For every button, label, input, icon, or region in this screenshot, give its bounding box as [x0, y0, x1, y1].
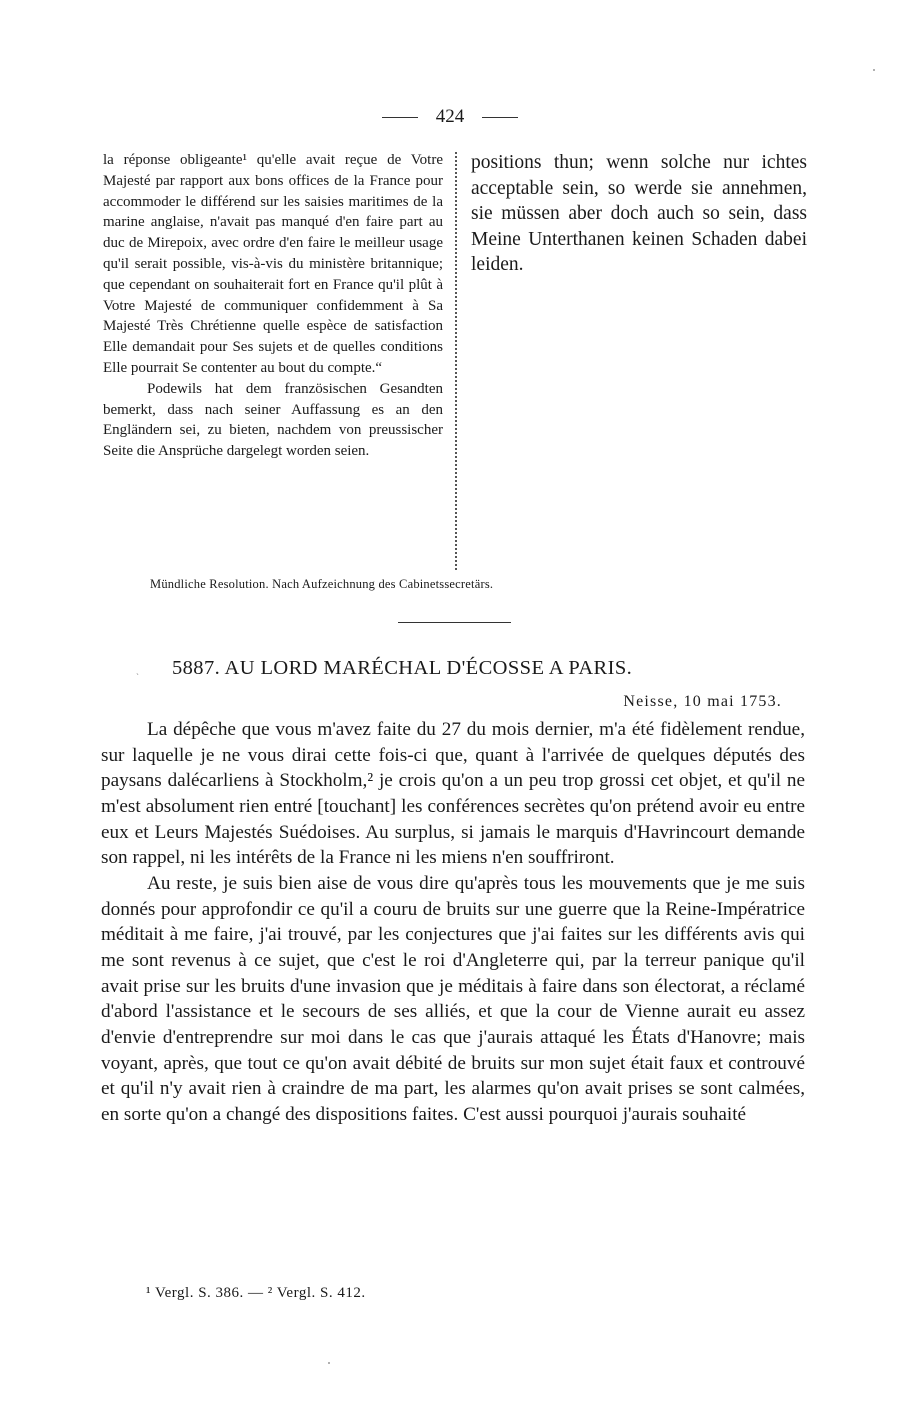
page-number-dash-right	[482, 117, 518, 118]
left-column-paragraph: la réponse obligeante¹ qu'elle avait reçue de Votre Majesté par rapport aux bons offices de la France pour accommoder le différend sur les saisies maritimes de la marine anglaise, n'avait pas manqué d'en faire part au duc de Mirepoix, avec ordre d'en faire le meilleur usage qu'il serait possible, vis-à-vis du ministère britannique; que cependant on souhaiterait fort en France qu'il plût à Votre Majesté de communiquer confidemment à Sa Majesté Très Chrétienne quelle espèce de satisfaction Elle demandait pour Ses sujets et de quelles conditions Elle pourrait Se contenter au bout du compte.“	[103, 152, 443, 376]
page-number: 424	[435, 106, 465, 127]
source-note: Mündliche Resolution. Nach Aufzeichnung des Cabinetssecretärs.	[150, 577, 494, 591]
footnotes: ¹ Vergl. S. 386. — ² Vergl. S. 412.	[146, 1285, 366, 1301]
right-column	[471, 150, 807, 278]
section-rule	[398, 622, 511, 623]
document-body	[101, 717, 805, 1128]
paper-speck	[873, 69, 875, 71]
left-column	[103, 150, 443, 462]
left-column-paragraph: Podewils hat dem französischen Gesandten bemerkt, dass nach seiner Auffassung es an den Engländern sei, zu bieten, nachdem von preussischer Seite die Ansprüche dargelegt worden seien.	[103, 380, 443, 460]
page-number-dash-left	[382, 117, 418, 118]
document-heading: 5887. AU LORD MARÉCHAL D'ÉCOSSE A PARIS.	[172, 657, 633, 679]
dateline: Neisse, 10 mai 1753.	[623, 693, 782, 710]
page-number-line	[0, 102, 900, 132]
margin-mark: `	[136, 672, 139, 682]
body-paragraph: Au reste, je suis bien aise de vous dire qu'après tous les mouvements que je me suis donnés pour approfondir ce qu'il a couru de bruits sur une guerre que la Reine-Impératrice méditait à me faire, j'ai trouvé, par les conjectures que j'ai faites sur les différents avis qui me sont revenus à ce sujet, que c'est le roi d'Angleterre qui, par la terreur panique qu'il avait prise sur les bruits d'une invasion que je méditais à faire dans son électorat, a réclamé d'abord l'assistance et le secours de ses alliés, et que la cour de Vienne aurait eu assez d'envie d'entreprendre sur moi dans le cas que j'aurais attaqué les États d'Hanovre; mais voyant, après, que tout ce qu'on avait débité de bruits sur mon sujet était faux et controuvé et qu'il n'y avait rien à craindre de ma part, les alarmes qu'on avait prises se sont calmées, en sorte qu'on a changé des dispositions faites. C'est aussi pourquoi j'aurais souhaité	[101, 872, 805, 1125]
column-divider	[455, 152, 457, 570]
right-column-text: positions thun; wenn solche nur ichtes acceptable sein, so werde sie annehmen, sie müssen aber doch auch so sein, dass Meine Unterthanen keinen Schaden dabei leiden.	[471, 152, 807, 276]
paper-speck	[328, 1362, 330, 1364]
body-paragraph: La dépêche que vous m'avez faite du 27 du mois dernier, m'a été fidèlement rendue, sur laquelle je ne vous dirai cette fois-ci que, quant à l'arrivée de quelques députés des paysans dalécarliens à Stockholm,² je crois qu'on a un peu trop grossi cet objet, et qu'il ne m'est absolument rien entré [touchant] les conférences secrètes qu'on prétend avoir eu entre eux et Leurs Majestés Suédoises. Au surplus, si jamais le marquis d'Havrincourt demande son rappel, ni les intérêts de la France ni les miens n'en souffriront.	[101, 719, 805, 869]
